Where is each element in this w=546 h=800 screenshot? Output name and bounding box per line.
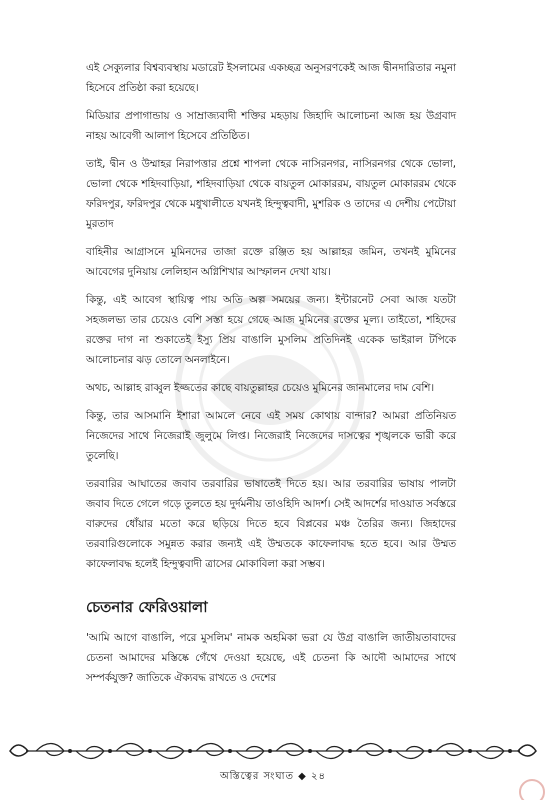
paragraph: এই সেক্যুলার বিশ্বব্যবস্থায় মডারেট ইসলামের একচ্ছত্র অনুসরণকেই আজ দ্বীনদারিতার নমুনা হিসেবে প্রতিষ্ঠা করা হয়েছে। <box>86 62 456 94</box>
section-heading: চেতনার ফেরিওয়ালা <box>86 598 208 616</box>
page-footer: অস্তিত্বের সংঘাত ◆ ২৪ <box>219 771 327 782</box>
paragraph: কিন্তু, এই আবেগ স্থায়িত্ব পায় অতি অল্প সময়ের জন্য। ইন্টারনেট সেবা আজ যতটা সহজলভ্য তার চেয়েও বেশি সস্তা হয়ে গেছে আজ মুমিনের রক্তের মূল্য। তাইতো, শহিদের রক্তের দাগ না শুকাতেই ইস্যু প্রিয় বাঙালি মুসলিম প্রতিদিনই একেক ভাইরাল টপিকে আলোচনার ঝড় তোলে অনলাইনে। <box>86 294 456 366</box>
page-content <box>86 58 456 696</box>
decorative-footer-border <box>6 738 540 764</box>
paragraph: তাই, দ্বীন ও উম্মাহর নিরাপত্তার প্রশ্নে শাপলা থেকে নাসিরনগর, নাসিরনগর থেকে ভোলা, ভোলা থেকে শহিদবাড়িয়া, শহিদবাড়িয়া থেকে বায়তুল মোকাররম, বায়তুল মোকাররম থেকে ফরিদপুর, ফরিদপুর থেকে মধুখালীতে যখনই হিন্দুত্ববাদী, মুশরিক ও তাদের এ দেশীয় পেটোয়া মুরতাদ <box>86 158 456 230</box>
paragraph: অথচ, আল্লাহ রাব্বুল ইজ্জতের কাছে বায়তুল্লাহর চেয়েও মুমিনের জানমালের দাম বেশি। <box>86 382 435 394</box>
paragraph: বাহিনীর আগ্রাসনে মুমিনদের তাজা রক্তে রঞ্জিত হয় আল্লাহর জমিন, তখনই মুমিনের আবেগের দুনিয়ায় লেলিহান অগ্নিশিখার আস্ফালন দেখা যায়। <box>86 246 456 278</box>
paragraph: মিডিয়ার প্রপাগান্ডায় ও সাম্রাজ্যবাদী শক্তির মহড়ায় জিহাদি আলোচনা আজ হয় উগ্রবাদ নাহয় আবেগী আলাপ হিসেবে প্রতিষ্ঠিত। <box>86 110 456 142</box>
paragraph: 'আমি আগে বাঙালি, পরে মুসলিম' নামক অহমিকা ভরা যে উগ্র বাঙালি জাতীয়তাবাদের চেতনা আমাদের মস্তিষ্কে গেঁথে দেওয়া হয়েছে, এই চেতনা কি আদৌ আমাদের সাথে সম্পর্কযুক্ত? জাতিকে ঐক্যবদ্ধ রাখতে ও দেশের <box>86 632 456 684</box>
corner-stamp-mark <box>510 770 546 800</box>
paragraph: কিন্তু, তার আসমানি ইশারা আমলে নেবে এই সময় কোথায় বান্দার? আমরা প্রতিনিয়ত নিজেদের সাথে নিজেরাই জুলুমে লিপ্ত। নিজেরাই নিজেদের দাসত্বের শৃঙ্খলকে ভারী করে তুলেছি। <box>86 410 456 462</box>
paragraph: তরবারির আঘাতের জবাব তরবারির ভাষাতেই দিতে হয়। আর তরবারির ভাষায় পালটা জবাব দিতে গেলে গড়ে তুলতে হয় দুর্দমনীয় তাওহিদি আদর্শ। সেই আদর্শের দাওয়াত সর্বস্তরে বারুদের ধোঁয়ার মতো করে ছড়িয়ে দিতে হবে বিপ্লবের মঞ্চ তৈরির জন্য। জিহাদের তরবারিগুলোকে সমুন্নত করার জন্যই এই উম্মতকে কাফেলাবদ্ধ হতে হবে। আর উম্মত কাফেলাবদ্ধ হলেই হিন্দুত্ববাদী ত্রাসের মোকাবিলা করা সম্ভব। <box>86 478 456 570</box>
